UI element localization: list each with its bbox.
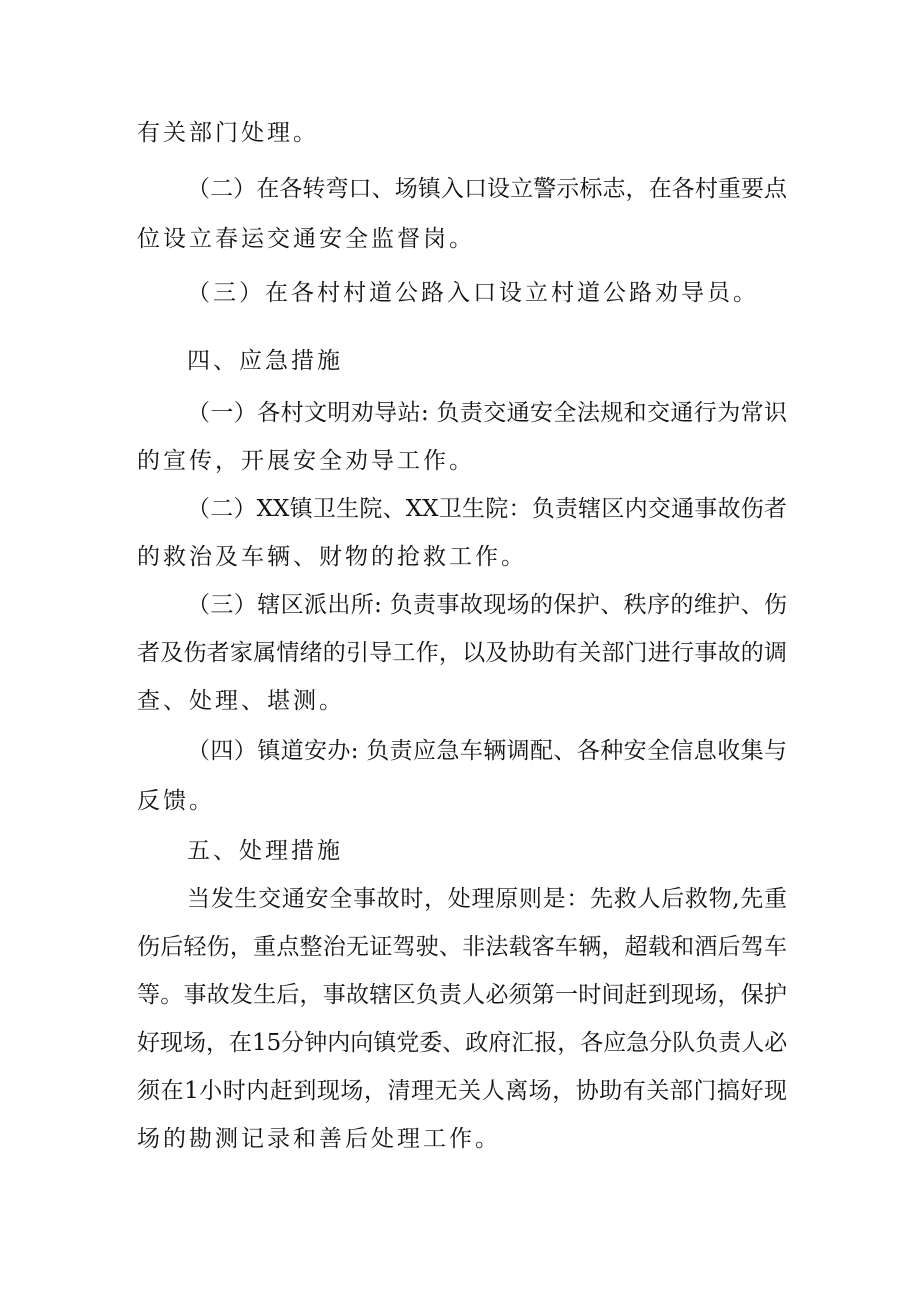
paragraph-line: 位设立春运交通安全监督岗。 xyxy=(137,226,475,252)
paragraph-line: 好现场，在15分钟内向镇党委、政府汇报，各应急分队负责人必 xyxy=(137,1030,788,1056)
paragraph-line: （四）镇道安办: 负责应急车辆调配、各种安全信息收集与 xyxy=(187,738,787,764)
paragraph-line: 者及伤者家属情绪的引导工作，以及协助有关部门进行事故的调 xyxy=(137,640,787,666)
paragraph-line: 的宣传，开展安全劝导工作。 xyxy=(137,448,475,474)
paragraph-line: 场的勘测记录和善后处理工作。 xyxy=(137,1126,501,1152)
paragraph-line: 有关部门处理。 xyxy=(137,120,319,146)
paragraph-line: （三）在各村村道公路入口设立村道公路劝导员。 xyxy=(187,280,759,306)
paragraph-line: （一）各村文明劝导站: 负责交通安全法规和交通行为常识 xyxy=(187,400,787,426)
paragraph-line: 当发生交通安全事故时，处理原则是：先救人后救物,先重 xyxy=(187,886,787,912)
section-heading: 四、应急措施 xyxy=(187,348,343,374)
paragraph-line: 等。事故发生后，事故辖区负责人必须第一时间赶到现场，保护 xyxy=(137,982,787,1008)
paragraph-line: （二）XX镇卫生院、XX卫生院：负责辖区内交通事故伤者 xyxy=(187,496,787,522)
paragraph-line: （三）辖区派出所: 负责事故现场的保护、秩序的维护、伤 xyxy=(187,592,787,618)
paragraph-line: 反馈。 xyxy=(137,788,215,814)
paragraph-line: （二）在各转弯口、场镇入口设立警示标志，在各村重要点 xyxy=(187,176,787,202)
paragraph-line: 查、处理、堪测。 xyxy=(137,688,345,714)
paragraph-line: 须在1小时内赶到现场，清理无关人离场，协助有关部门搞好现 xyxy=(137,1078,787,1104)
section-heading: 五、处理措施 xyxy=(187,838,343,864)
paragraph-line: 伤后轻伤，重点整治无证驾驶、非法载客车辆，超载和酒后驾车 xyxy=(137,934,787,960)
paragraph-line: 的救治及车辆、财物的抢救工作。 xyxy=(137,544,527,570)
